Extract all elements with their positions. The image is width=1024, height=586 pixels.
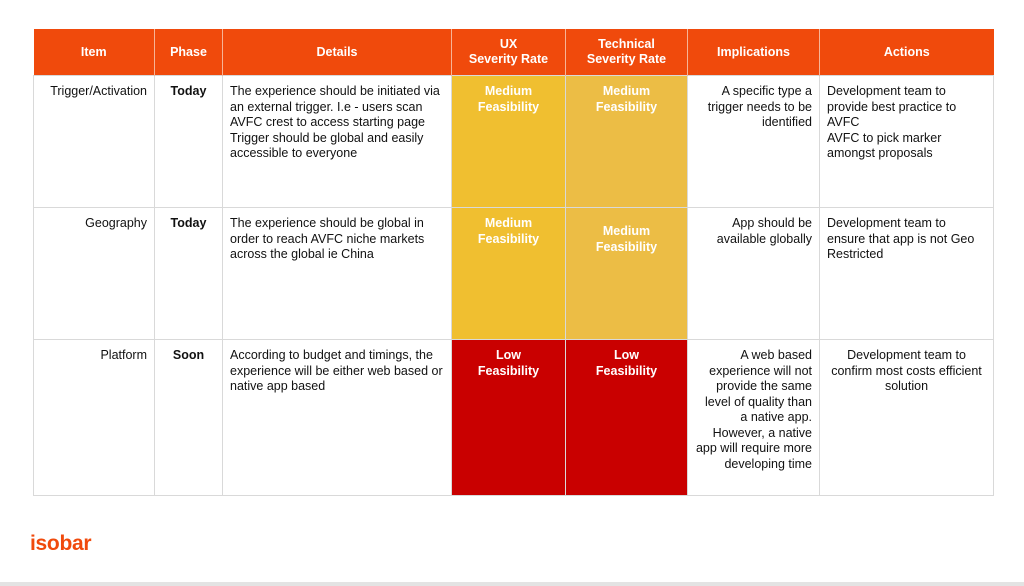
rate-level: Medium	[602, 224, 651, 238]
phase-cell: Today	[155, 208, 223, 340]
rate-label: Feasibility	[595, 239, 658, 254]
table-row	[34, 340, 994, 496]
details-cell	[223, 76, 452, 208]
rate-label: Feasibility	[595, 99, 658, 114]
rate-label: Feasibility	[477, 363, 540, 378]
phase-cell: Soon	[155, 340, 223, 496]
header-phase: Phase	[155, 29, 223, 76]
actions-cell	[820, 76, 994, 208]
rate-level: Medium	[602, 84, 651, 98]
rate-level: Medium	[484, 84, 533, 98]
feasibility-matrix-table	[33, 29, 994, 496]
header-technical-severity-rate	[566, 29, 688, 76]
ux-severity-rate-cell	[452, 340, 566, 496]
actions-line: Development team to confirm most costs efficient solution	[831, 348, 982, 393]
rate-level: Low	[496, 348, 521, 362]
rate-label: Feasibility	[595, 363, 658, 378]
header-ux-severity-rate	[452, 29, 566, 76]
rate-label: Feasibility	[477, 231, 540, 246]
rate-label: Feasibility	[477, 99, 540, 114]
header-implications: Implications	[688, 29, 820, 76]
details-line: The experience should be initiated via an external trigger. I.e - users scan AVFC crest to access starting page	[230, 84, 440, 129]
ux-severity-rate-cell	[452, 208, 566, 340]
technical-severity-rate-cell	[566, 340, 688, 496]
footer-divider	[0, 582, 1024, 586]
phase-cell: Today	[155, 76, 223, 208]
table-row	[34, 208, 994, 340]
header-row	[34, 29, 994, 76]
item-cell: Platform	[34, 340, 155, 496]
actions-cell	[820, 340, 994, 496]
header-tech-line1: Technical	[598, 37, 655, 51]
header-ux-line1: UX	[499, 37, 518, 51]
implications-cell: App should be available globally	[688, 208, 820, 340]
item-cell: Geography	[34, 208, 155, 340]
actions-cell	[820, 208, 994, 340]
implications-cell: A web based experience will not provide the same level of quality than a native app. However, a native app will require more developing time	[688, 340, 820, 496]
table-row	[34, 76, 994, 208]
header-actions: Actions	[820, 29, 994, 76]
actions-line: Development team to ensure that app is not Geo Restricted	[827, 216, 975, 261]
ux-severity-rate-cell	[452, 76, 566, 208]
header-details: Details	[223, 29, 452, 76]
details-line: According to budget and timings, the experience will be either web based or native app based	[230, 348, 443, 393]
rate-level: Low	[614, 348, 639, 362]
item-cell: Trigger/Activation	[34, 76, 155, 208]
details-line: Trigger should be global and easily accessible to everyone	[230, 130, 424, 160]
rate-level: Medium	[484, 216, 533, 230]
details-cell	[223, 208, 452, 340]
technical-severity-rate-cell	[566, 76, 688, 208]
actions-line: Development team to provide best practice to AVFC	[827, 84, 957, 129]
header-item: Item	[34, 29, 155, 76]
details-line: The experience should be global in order to reach AVFC niche markets across the global ie China	[230, 216, 425, 261]
implications-cell: A specific type a trigger needs to be identified	[688, 76, 820, 208]
header-tech-line2: Severity Rate	[586, 52, 667, 66]
actions-line: AVFC to pick marker amongst proposals	[827, 130, 942, 160]
rate-text-group	[596, 224, 657, 255]
details-cell	[223, 340, 452, 496]
header-ux-line2: Severity Rate	[468, 52, 549, 66]
isobar-logo: isobar	[30, 532, 92, 555]
technical-severity-rate-cell	[566, 208, 688, 340]
